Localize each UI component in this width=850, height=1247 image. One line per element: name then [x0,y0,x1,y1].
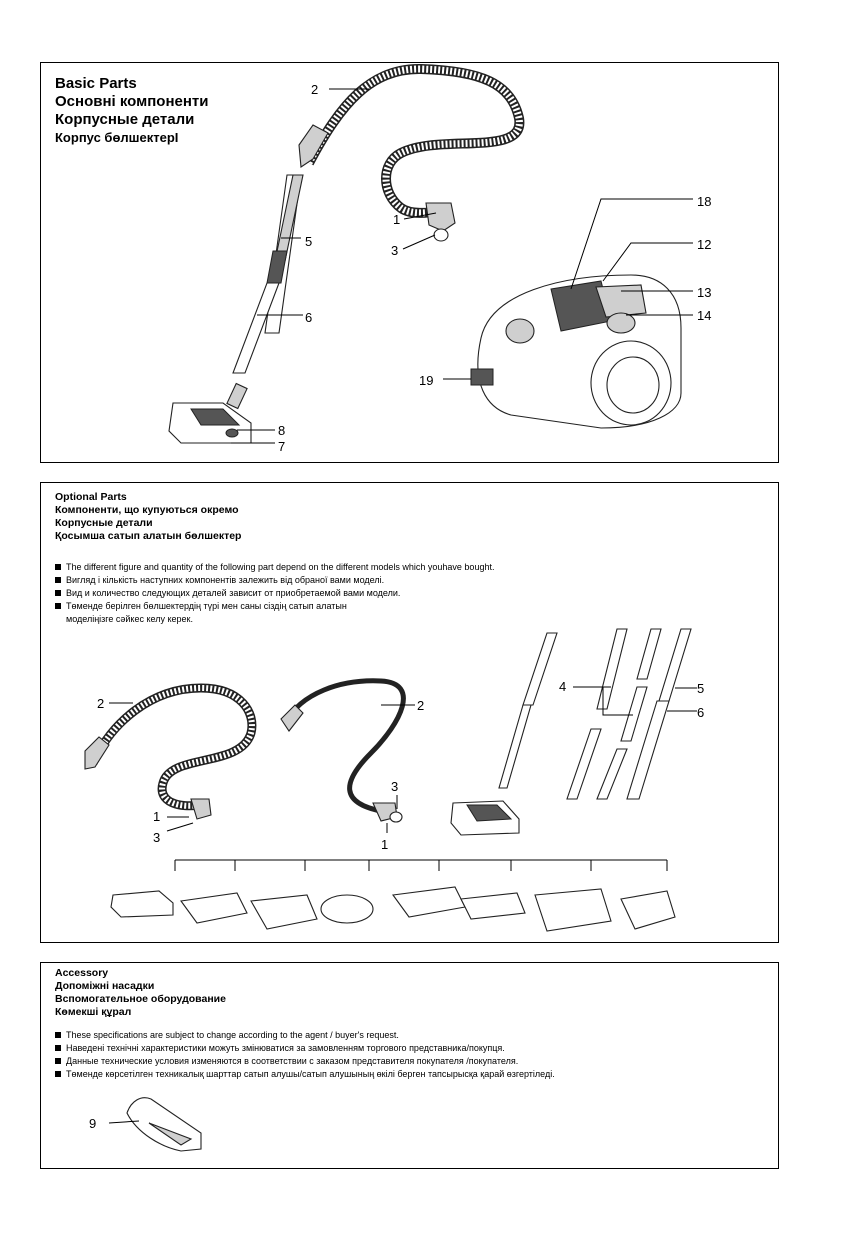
title-en: Optional Parts [55,491,127,503]
title-uk: Компоненти, що купуються окремо [55,504,239,516]
optional-parts-panel [40,482,779,943]
note-kk-line2: моделіңізге сәйкес келу керек. [66,614,193,624]
label-12: 12 [697,237,712,252]
note-ru: Данные технические условия изменяются в соответствии с заказом представителя покупателя /покупателя. [55,1055,555,1068]
title-kk: Корпус бөлшектерІ [55,130,179,145]
label-hose-a-1: 1 [153,809,161,824]
leader-3 [403,235,435,249]
tube-nozzle-illustration [451,633,557,835]
note-uk: Наведені технічні характеристики можуть змінюватися за замовленням торгового представника/покупця. [55,1042,555,1055]
note-en: The different figure and quantity of the following part depend on the different models which youhave bought. [55,561,494,574]
label-1: 1 [393,212,401,227]
note-ru: Вид и количество следующих деталей зависит от приобретаемой вами модели. [55,587,494,600]
hose-illustration [299,69,519,241]
title-en: Accessory [55,967,109,979]
title-uk: Допоміжні насадки [55,980,155,992]
label-hose-b-3: 3 [391,779,399,794]
title-en: Basic Parts [55,75,137,92]
label-3: 3 [391,243,399,258]
basic-parts-panel [40,62,779,463]
title-kk: Қосымша сатып алатын бөлшектер [55,530,242,542]
tube-illustration [233,175,303,373]
label-hose-a-3: 3 [153,830,161,845]
label-13: 13 [697,285,712,300]
note-kk: Төменде көрсетілген техникалық шарттар сатып алушы/сатып алушының өкілі берген тапсырысқа қарай өзгертіледі. [55,1068,555,1081]
note-en: These specifications are subject to change according to the agent / buyer's request. [55,1029,555,1042]
title-ru: Корпусные детали [55,517,153,529]
attachments-bracket [175,860,667,871]
attachments-illustration [111,887,675,931]
label-19: 19 [419,373,434,388]
title-kk: Көмекші құрал [55,1006,132,1018]
floor-nozzle-illustration [169,383,251,443]
crevice-tool-illustration [127,1098,201,1151]
title-ru: Вспомогательное оборудование [55,993,226,1005]
accessory-panel [40,962,779,1169]
optional-parts-diagram [41,483,780,944]
label-6: 6 [305,310,313,325]
note-kk-line1: Төменде берілген бөлшектердің түрі мен саны сіздің сатып алатын [66,601,347,611]
title-uk: Основні компоненти [55,93,209,110]
label-2: 2 [311,82,319,97]
basic-parts-diagram [41,63,780,464]
label-14: 14 [697,308,712,323]
label-hose-a-2: 2 [97,696,105,711]
tube-segments-illustration [567,629,691,799]
note-uk: Вигляд і кількість наступних компонентів залежить від обраної вами моделі. [55,574,494,587]
label-9: 9 [89,1116,97,1131]
hose-b-illustration [281,681,403,822]
title-ru: Корпусные детали [55,111,195,128]
vacuum-body-illustration [471,275,681,428]
label-5: 5 [305,234,313,249]
label-hose-b-1: 1 [381,837,389,852]
hose-a-illustration [85,688,252,819]
label-18: 18 [697,194,712,209]
label-hose-b-2: 2 [417,698,425,713]
label-tube-6: 6 [697,705,705,720]
label-7: 7 [278,439,286,454]
accessory-diagram [41,963,780,1170]
label-tube-5: 5 [697,681,705,696]
label-8: 8 [278,423,286,438]
label-tube-4: 4 [559,679,567,694]
